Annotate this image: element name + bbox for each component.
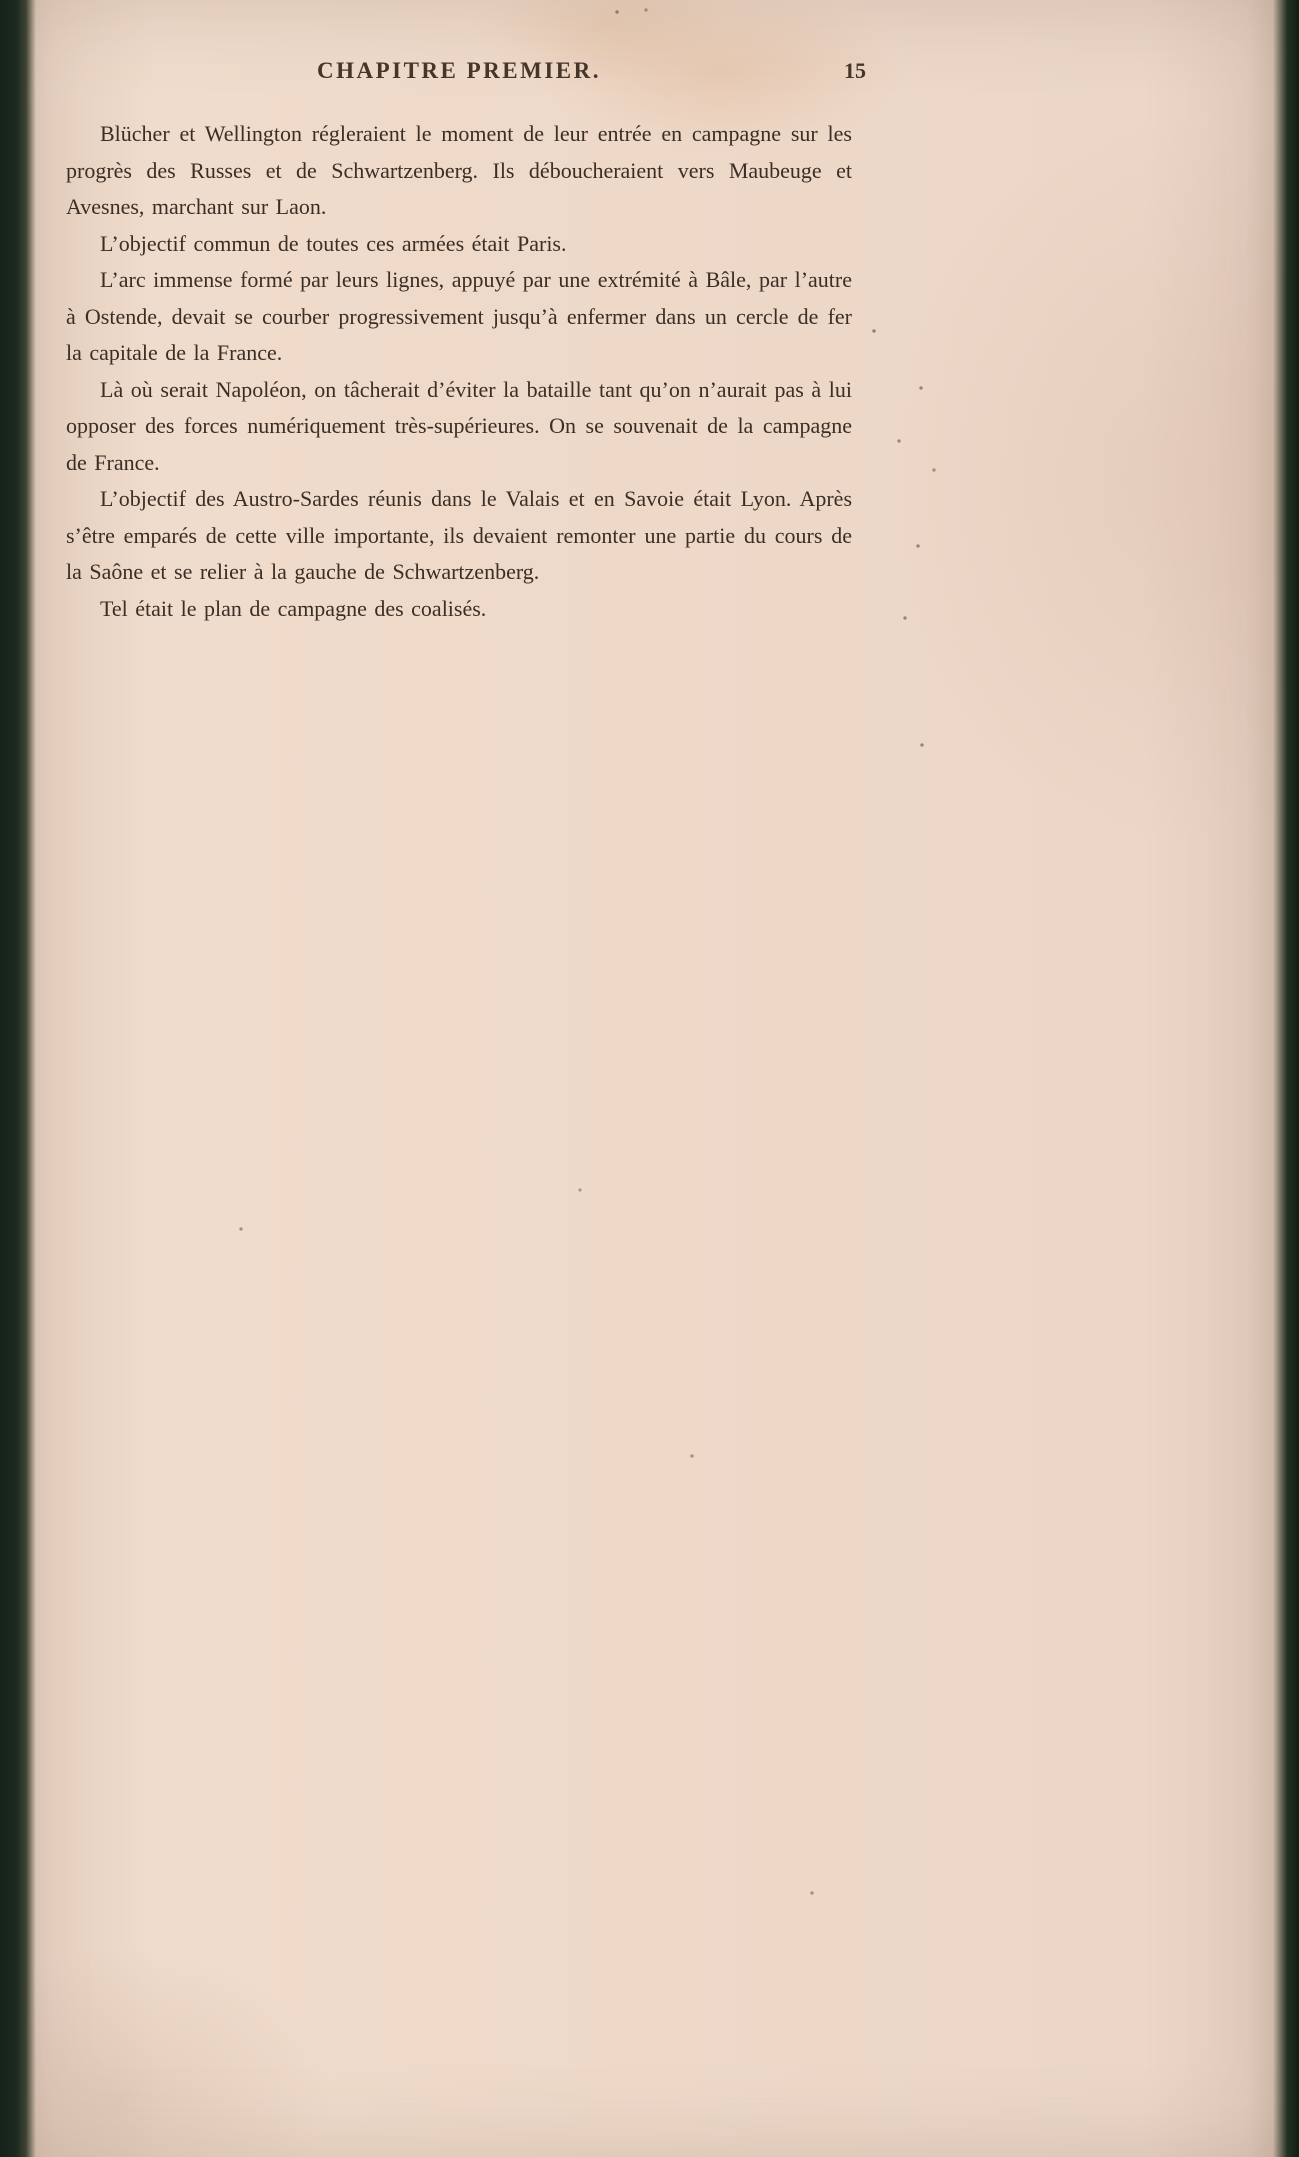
book-edge-left bbox=[0, 0, 36, 2157]
chapter-heading: CHAPITRE PREMIER. bbox=[316, 58, 601, 83]
paragraph: Là où serait Napoléon, on tâcherait d’éviter la bataille tant qu’on n’aurait pas à lui opposer des forces numériquement très-supérieures. On se souvenait de la campagne de France. bbox=[66, 376, 852, 475]
paragraph: Tel était le plan de campagne des coalisés. bbox=[100, 595, 487, 621]
page-header bbox=[66, 58, 866, 90]
page-number: 15 bbox=[844, 58, 866, 83]
text-block bbox=[66, 0, 866, 627]
paragraph: Blücher et Wellington régleraient le moment de leur entrée en campagne sur les progrès des Russes et de Schwartzenberg. Ils déboucheraient vers Maubeuge et Avesnes, marchant sur Laon. bbox=[66, 121, 852, 219]
book-edge-right bbox=[1273, 0, 1299, 2157]
body-text bbox=[66, 116, 852, 627]
paragraph: L’objectif des Austro-Sardes réunis dans le Valais et en Savoie était Lyon. Après s’être emparés de cette ville importante, ils devaient remonter une partie du cours de la Saône et se relier à la gauche de Schwartzenberg. bbox=[66, 486, 852, 584]
paragraph: L’arc immense formé par leurs lignes, appuyé par une extrémité à Bâle, par l’autre à Ostende, devait se courber progressivement jusqu’à enfermer dans un cercle de fer la capitale de la France. bbox=[66, 267, 852, 365]
paragraph: L’objectif commun de toutes ces armées était Paris. bbox=[100, 230, 567, 256]
